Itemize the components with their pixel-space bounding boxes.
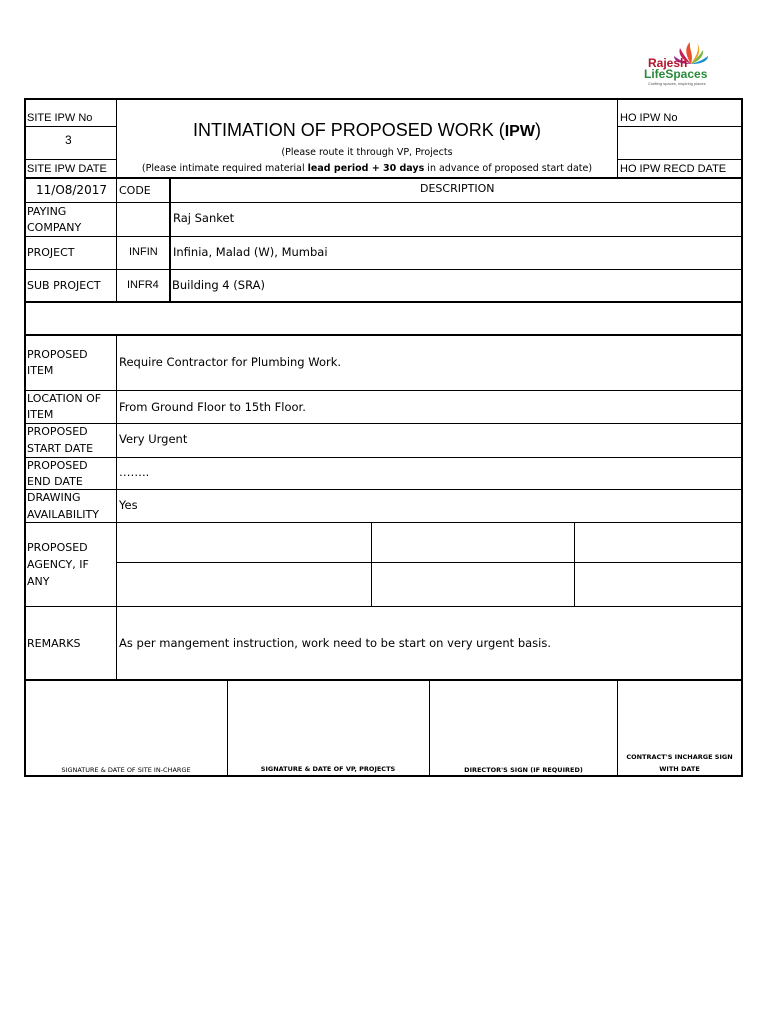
start-date-label-2: START DATE bbox=[27, 442, 94, 455]
site-ipw-no-label: SITE IPW No bbox=[27, 112, 93, 124]
signature-director: DIRECTOR'S SIGN (IF REQUIRED) bbox=[464, 766, 583, 774]
company-logo bbox=[636, 40, 718, 88]
signature-contracts-incharge-line-2: WITH DATE bbox=[659, 765, 700, 773]
agency-label-1: PROPOSED bbox=[27, 541, 88, 554]
route-note: (Please route it through VP, Projects bbox=[281, 147, 453, 158]
agency-label-2: AGENCY, IF bbox=[27, 558, 89, 571]
intimate-note bbox=[117, 163, 617, 174]
ho-ipw-recd-date-label: HO IPW RECD DATE bbox=[620, 163, 727, 175]
drawing-label-1: DRAWING bbox=[27, 491, 81, 504]
code-header: CODE bbox=[119, 184, 151, 197]
end-date-value: …….. bbox=[119, 465, 150, 479]
description-header: DESCRIPTION bbox=[420, 182, 495, 195]
paying-company-label-1: PAYING bbox=[27, 205, 67, 218]
signature-site-incharge: SIGNATURE & DATE OF SITE IN-CHARGE bbox=[61, 766, 191, 774]
location-label-1: LOCATION OF bbox=[27, 392, 102, 405]
logo-line-1: Rajesh bbox=[648, 56, 688, 70]
drawing-value: Yes bbox=[119, 498, 138, 512]
start-date-label-1: PROPOSED bbox=[27, 425, 88, 438]
paying-company-label-2: COMPANY bbox=[27, 221, 82, 234]
project-code: INFIN bbox=[129, 246, 158, 258]
signature-contracts-incharge-line-1: CONTRACT'S INCHARGE SIGN bbox=[626, 753, 733, 761]
drawing-label-2: AVAILABILITY bbox=[27, 508, 99, 521]
intimate-note-pre: (Please intimate required material bbox=[141, 163, 308, 174]
sub-project-code: INFR4 bbox=[127, 279, 159, 291]
ho-ipw-no-label: HO IPW No bbox=[620, 112, 678, 124]
paying-company-value: Raj Sanket bbox=[173, 211, 235, 225]
agency-label-3: ANY bbox=[27, 575, 50, 588]
form-title-close: ) bbox=[534, 120, 541, 140]
location-label-2: ITEM bbox=[27, 408, 54, 421]
ipw-date-value: 11/O8/2017 bbox=[36, 183, 107, 197]
remarks-value: As per mangement instruction, work need to be start on very urgent basis. bbox=[119, 636, 552, 650]
site-ipw-date-label: SITE IPW DATE bbox=[27, 163, 107, 175]
logo-line-2: LifeSpaces bbox=[644, 67, 708, 81]
project-value: Infinia, Malad (W), Mumbai bbox=[173, 245, 328, 259]
end-date-label-2: END DATE bbox=[27, 475, 83, 488]
signature-vp-projects: SIGNATURE & DATE OF VP, PROJECTS bbox=[260, 765, 396, 773]
proposed-item-label-1: PROPOSED bbox=[27, 348, 88, 361]
sub-project-label: SUB PROJECT bbox=[27, 279, 101, 292]
sub-project-value: Building 4 (SRA) bbox=[172, 278, 265, 292]
intimate-note-post: in advance of proposed start date) bbox=[424, 163, 593, 174]
end-date-label-1: PROPOSED bbox=[27, 459, 88, 472]
proposed-item-label-2: ITEM bbox=[27, 364, 54, 377]
remarks-label: REMARKS bbox=[27, 637, 81, 650]
location-value: From Ground Floor to 15th Floor. bbox=[119, 400, 306, 414]
site-ipw-no-value: 3 bbox=[65, 133, 72, 147]
form-title-main: INTIMATION OF PROPOSED WORK ( bbox=[193, 120, 505, 140]
project-label: PROJECT bbox=[27, 246, 75, 259]
form-title-abbr: IPW bbox=[504, 123, 535, 140]
proposed-item-value: Require Contractor for Plumbing Work. bbox=[119, 355, 342, 369]
start-date-value: Very Urgent bbox=[119, 432, 188, 446]
intimate-note-bold: lead period + 30 days bbox=[307, 163, 425, 174]
form-title bbox=[117, 120, 617, 141]
logo-tagline: Crafting spaces, inspiring places bbox=[648, 81, 706, 86]
